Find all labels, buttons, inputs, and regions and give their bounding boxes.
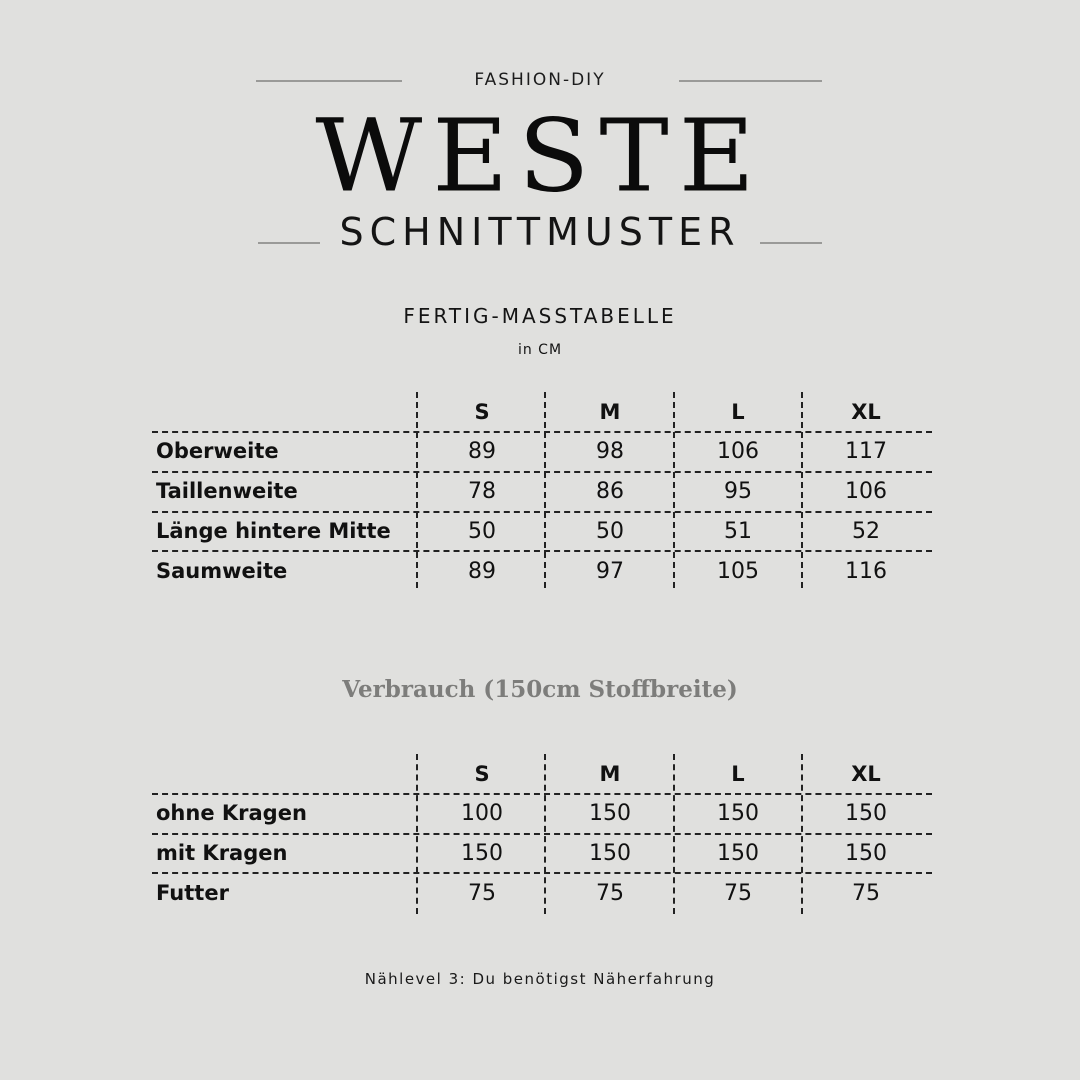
table-cell: 75 [852,881,880,906]
table-header-row [152,754,932,794]
table-row [152,472,932,512]
table-row [152,552,932,592]
table-cell: 150 [589,841,631,866]
table-cell: 97 [596,559,624,584]
table-cell: 50 [596,519,624,544]
table-cell: 150 [461,841,503,866]
row-label: Oberweite [156,439,279,463]
table-cell: 51 [724,519,752,544]
table-cell: 86 [596,479,624,504]
size-header: S [474,400,490,424]
row-label: Taillenweite [156,479,298,503]
page-subtitle: SCHNITTMUSTER [339,210,741,254]
table-cell: 150 [717,801,759,826]
table-cell: 95 [724,479,752,504]
size-header: XL [851,400,881,424]
table-cell: 116 [845,559,887,584]
table-cell: 89 [468,439,496,464]
size-header: M [599,400,621,424]
row-label: Futter [156,881,229,905]
table-cell: 106 [717,439,759,464]
table-cell: 89 [468,559,496,584]
table-cell: 52 [852,519,880,544]
size-header: L [731,762,745,786]
size-header: M [599,762,621,786]
table-cell: 98 [596,439,624,464]
table-cell: 50 [468,519,496,544]
page-title: WESTE [315,97,765,215]
row-label: mit Kragen [156,841,288,865]
table-row [152,874,932,914]
table-cell: 105 [717,559,759,584]
table-cell: 150 [717,841,759,866]
table-cell: 117 [845,439,887,464]
measurements-table [152,392,932,584]
table-cell: 78 [468,479,496,504]
table-row [152,794,932,834]
skill-level-note: Nählevel 3: Du benötigst Näherfahrung [364,970,716,988]
table-cell: 106 [845,479,887,504]
table-cell: 100 [461,801,503,826]
table-cell: 75 [596,881,624,906]
table-row [152,512,932,552]
table-cell: 75 [724,881,752,906]
measurements-title: FERTIG-MASSTABELLE [403,304,677,328]
table-cell: 75 [468,881,496,906]
table-row [152,834,932,874]
size-header: XL [851,762,881,786]
size-header: L [731,400,745,424]
row-label: Länge hintere Mitte [156,519,391,543]
usage-title: Verbrauch (150cm Stoffbreite) [342,676,738,703]
row-label: ohne Kragen [156,801,307,825]
brand-kicker: FASHION-DIY [474,70,606,90]
table-cell: 150 [845,801,887,826]
table-header-row [152,392,932,432]
usage-table [152,754,932,906]
size-header: S [474,762,490,786]
row-label: Saumweite [156,559,288,583]
table-row [152,432,932,472]
table-cell: 150 [589,801,631,826]
table-cell: 150 [845,841,887,866]
measurements-unit: in CM [517,342,563,358]
